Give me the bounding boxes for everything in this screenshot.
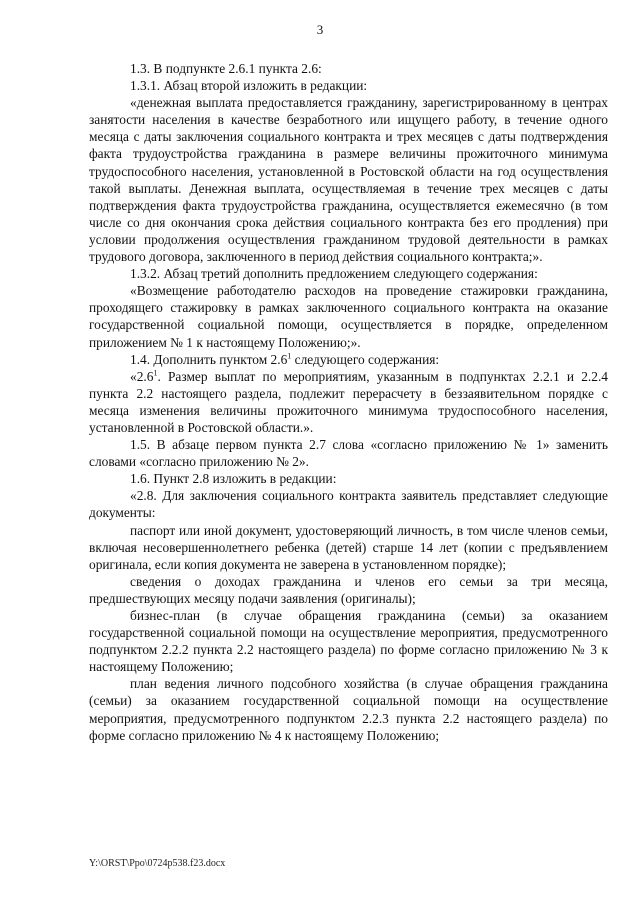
paragraph-income-info: сведения о доходах гражданина и членов его семьи за три месяца, предшествующих месяцу подачи заявления (оригиналы); [89, 573, 608, 606]
paragraph-2-8: «2.8. Для заключения социального контракта заявитель представляет следующие документы: [89, 488, 608, 521]
superscript: 1 [287, 351, 292, 361]
paragraph-1-3: 1.3. В подпункте 2.6.1 пункта 2.6: [130, 61, 322, 76]
paragraph-1-5: 1.5. В абзаце первом пункта 2.7 слова «согласно приложению № 1» заменить словами «согласно приложению № 2». [89, 437, 608, 470]
paragraph-internship-reimbursement: «Возмещение работодателю расходов на проведение стажировки гражданина, проходящего стажировку в рамках заключенного социального контракта на оказание государственной социальной помощи, осуществляется в порядке, определенном приложением № 1 к настоящему Положению;». [89, 283, 608, 350]
paragraph-1-3-2: 1.3.2. Абзац третий дополнить предложением следующего содержания: [130, 266, 538, 282]
footer-file-path: Y:\ORST\Ppo\0724p538.f23.docx [89, 858, 226, 869]
paragraph-1-3-1: 1.3.1. Абзац второй изложить в редакции: [130, 78, 368, 94]
paragraph-1-4-before: 1.4. Дополнить пунктом 2.6 [130, 351, 288, 367]
paragraph-household-plan: план ведения личного подсобного хозяйства (в случае обращения гражданина (семьи) за оказанием государственной социальной помощи на осуществление мероприятия, предусмотренного подпунктом 2.2.3 пункта 2.2 настоящего раздела) по форме согласно приложению № 4 к настоящему Положению; [89, 676, 608, 743]
paragraph-passport: паспорт или иной документ, удостоверяющий личность, в том числе членов семьи, включая несовершеннолетнего ребенка (детей) старше 14 лет (копии с предъявлением оригинала, если копия документа не заверена в установленном порядке); [89, 522, 608, 572]
superscript: 1 [153, 368, 158, 378]
paragraph-1-6: 1.6. Пункт 2.8 изложить в редакции: [130, 471, 337, 487]
paragraph-business-plan: бизнес-план (в случае обращения гражданина (семьи) за оказанием государственной социальной помощи на осуществление мероприятия, предусмотренного подпунктом 2.2.2 пункта 2.2 настоящего раздела) по форме согласно приложению № 3 к настоящему Положению; [89, 608, 608, 675]
paragraph-money-payment: «денежная выплата предоставляется гражданину, зарегистрированному в центрах занятости населения в качестве безработного или ищущего работу, в течение одного месяца с даты заключения социального контракта и трех месяцев с даты подтверждения факта трудоустройства гражданина в размере величины прожиточного минимума трудоспособного населения, установленной в Ростовской области на год осуществления такой выплаты. Денежная выплата, осуществляемая в течение трех месяцев с даты подтверждения факта трудоустройства гражданина, осуществляется ежемесячно (в том числе со дня окончания срока действия социального контракта без его продления) при условии продолжения осуществления гражданином трудовой деятельности в рамках трудового договора, заключенного в период действия социального контракта;». [89, 95, 608, 265]
paragraph-2-6-1 [89, 368, 608, 436]
page-number: 3 [316, 22, 324, 37]
paragraph-2-6-1-after: . Размер выплат по мероприятиям, указанным в подпунктах 2.2.1 и 2.2.4 пункта 2.2 настоящего раздела, подлежит перерасчету в беззаявительном порядке с месяца изменения величины прожиточного минимума трудоспособного населения, установленной в Ростовской области.». [89, 368, 608, 435]
document-body [89, 60, 608, 744]
paragraph-1-4-after: следующего содержания: [291, 351, 440, 367]
paragraph-1-4 [89, 351, 608, 368]
paragraph-2-6-1-before: «2.6 [130, 368, 154, 384]
